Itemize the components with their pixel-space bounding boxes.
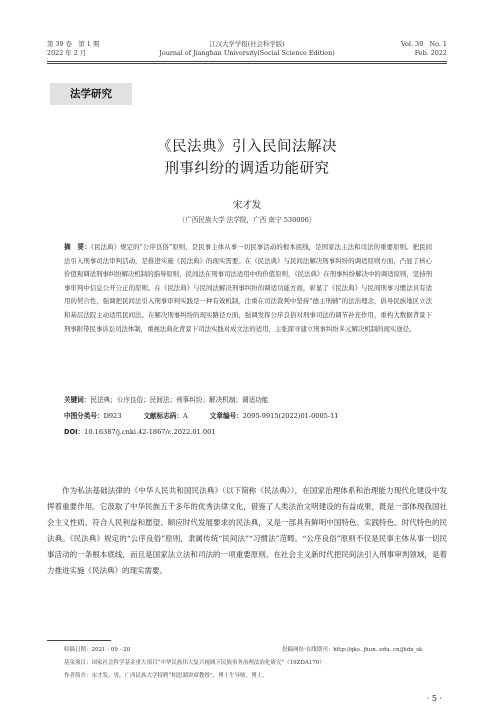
clc-label: 中图分类号： — [64, 412, 104, 420]
abstract-text: 《民法典》规定的“公序良俗”原则，是民事主体从事一切民事活动的根本底线，是国家法主法和司法的重要原则。把民间法引入刑事司法审判活动，是推进实施《民法典》的现实需要。在《民法典》与民间法解决刑事纠纷的调适原则方面，凸显了核心价值观调适刑事纠纷解决机制的指导原则，民间法在刑事司法适用中的价值原则，《民法典》在刑事纠纷解决中的调适原则，坚持刑事审判中信息公开公正的原则。在《民法典》与民间法解决刑事纠纷的调适功能方面，彰显了《民法典》与民间刑事习惯法具有适用的契合性，强调把民间法引入刑事审判实践是一种有效机制，注重在司法裁判中坚持“德主刑辅”的法治理念，倡导民族地区立法和基层法院主动适用民间法。在解决刑事纠纷的现实路径方面，强调发挥公序良俗对刑事司法的调节补充作用，重构大数据背景下刑事附带民事诉讼司法体制，重视法典化背景下司法实践对成文法的适用，主张探寻建立刑事纠纷多元解决机制的现实途径。 — [64, 243, 432, 333]
header-volume-info-en — [401, 40, 447, 58]
classification-line — [64, 410, 338, 420]
page-number: · 5 · — [426, 694, 442, 703]
doc-code-label: 文献标志码： — [143, 412, 183, 420]
received-date: 收稿日期：2021 - 09 - 20 — [64, 647, 131, 653]
article-number-value: 2095-9915(2022)01-0005-11 — [242, 412, 339, 420]
doi-value: 10.16387/j.cnki.42-1867/c.2022.01.001 — [84, 428, 216, 436]
header-date: 2022 年 2 月 — [47, 49, 87, 57]
clc-value: D923 — [103, 412, 122, 420]
footnote-fund: 基金项目：国家社会科学基金重大项目“中华民族伟大复兴视域下民族事务治理法治化研究”（19ZDA170） — [64, 660, 325, 666]
abstract — [64, 241, 432, 336]
header-rule-top — [47, 61, 447, 62]
keywords — [64, 394, 268, 404]
online-submission: 投稿网址·在线期刊：http://qks. jhun. edu. cn/jhdx_sk — [282, 647, 423, 653]
body-paragraph-1: 作为私法基础法律的《中华人民共和国民法典》（以下简称《民法典》），在国家治理体系和治理能力现代化建设中发挥着重要作用。它汲取了中华民族五千多年的优秀法律文化，借鉴了人类法治文明建设的有益成果，既是一部体现我国社会主义性质、符合人民利益和愿望、顺应时代发展要求的民法典，又是一部具有鲜明中国特色、实践特色、时代特色的民法典。《民法典》规定的“公序良俗”原则，隶属传统“民间法”“习惯法”范畴。“公序良俗”原则不仅是民事主体从事一切民事活动的一条根本底线，而且是国家法立法和司法的一项重要原则。在社会主义新时代把民间法引入刑事审判领域，是着力推进实施《民法典》的现实需要。 — [47, 486, 447, 575]
header-vol-no: Vol. 39 No. 1 — [401, 40, 447, 48]
article-title-line1: 《民法典》引入民间法解决 — [157, 139, 337, 155]
doi-label: DOI： — [64, 428, 85, 436]
keywords-text: 民法典；公序良俗；民间法；刑事纠纷；解决机制；调适功能 — [90, 396, 269, 404]
author-name: 宋才发 — [232, 200, 262, 211]
header-journal-en: Journal of Jianghan University(Social Science Edition) — [159, 49, 335, 57]
body-text — [47, 483, 447, 579]
keywords-label: 关键词： — [64, 396, 91, 404]
section-label: 法学研究 — [50, 83, 132, 105]
article-title-line2: 刑事纠纷的调适功能研究 — [164, 161, 330, 177]
author-affiliation: （广西民族大学 法学院，广西 南宁 530006） — [178, 216, 316, 224]
footnote-author-bio: 作者简介：宋才发，男，广西民族大学特聘“相思湖讲席教授”，博士生导师，博士。 — [64, 673, 268, 679]
article-number-label: 文章编号： — [209, 412, 243, 420]
header-volume-issue: 第 39 卷 第 1 期 — [47, 40, 100, 48]
header-rule-bottom — [47, 63, 447, 64]
header-journal-cn: 江汉大学学报(社会科学版) — [209, 40, 285, 48]
doc-code-value: A — [183, 412, 188, 420]
header-date-en: Feb. 2022 — [414, 49, 447, 57]
abstract-label: 摘 要： — [64, 243, 91, 251]
footnote-received — [64, 645, 423, 653]
footnote-rule — [47, 640, 111, 641]
doi-line — [64, 426, 215, 436]
